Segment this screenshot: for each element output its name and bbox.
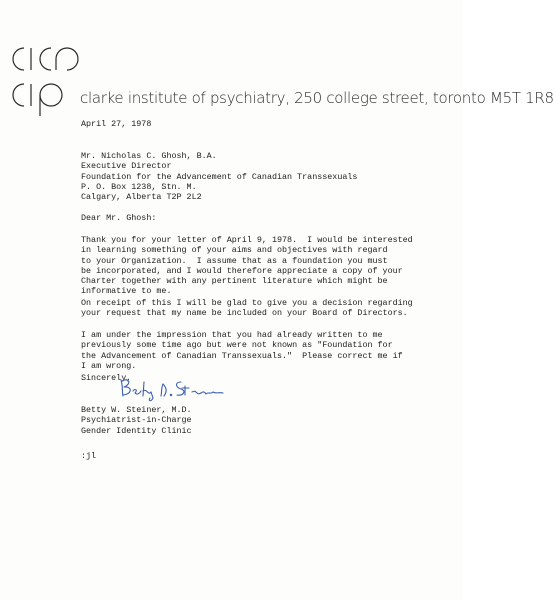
letter-date: April 27, 1978	[81, 119, 152, 129]
institute-logo	[6, 40, 78, 118]
text-line: be incorporated, and I would therefore appreciate a copy of your	[81, 265, 403, 276]
handwritten-signature	[117, 374, 227, 402]
signatory-block	[81, 405, 192, 436]
text-line: in learning something of your aims and objectives with regard	[81, 245, 388, 256]
recipient-line: P. O. Box 1238, Stn. M.	[81, 181, 197, 192]
text-line: the Advancement of Canadian Transsexuals." Please correct me if	[81, 350, 403, 361]
typist-initials: :jl	[81, 451, 97, 461]
paragraph-3	[81, 330, 403, 371]
letterhead-address: clarke institute of psychiatry, 250 college street, toronto M5T 1R8	[80, 89, 554, 107]
text-line: On receipt of this I will be glad to give you a decision regarding	[81, 298, 413, 308]
text-line: I am wrong.	[81, 360, 137, 371]
text-line: previously some time ago but were not known as "Foundation for	[81, 340, 393, 351]
paragraph-1	[81, 235, 413, 297]
recipient-line: Executive Director	[81, 161, 172, 172]
signatory-line: Betty W. Steiner, M.D.	[81, 405, 192, 415]
recipient-line: Foundation for the Advancement of Canadian Transsexuals	[81, 171, 358, 182]
salutation: Dear Mr. Ghosh:	[81, 213, 157, 223]
recipient-address	[81, 151, 357, 202]
text-line: informative to me.	[81, 286, 172, 297]
signatory-line: Psychiatrist-in-Charge	[81, 415, 192, 426]
text-line: Charter together with any pertinent literature which might be	[81, 276, 388, 287]
text-line: I am under the impression that you had already written to me	[81, 330, 383, 340]
paragraph-2	[81, 298, 413, 319]
recipient-line: Calgary, Alberta T2P 2L2	[81, 192, 202, 203]
recipient-line: Mr. Nicholas C. Ghosh, B.A.	[81, 151, 217, 161]
closing: Sincerely,	[81, 373, 132, 383]
text-line: Thank you for your letter of April 9, 1978. I would be interested	[81, 235, 413, 245]
text-line: your request that my name be included on your Board of Directors.	[81, 308, 408, 319]
signatory-line: Gender Identity Clinic	[81, 425, 192, 436]
text-line: to your Organization. I assume that as a foundation you must	[81, 255, 388, 266]
